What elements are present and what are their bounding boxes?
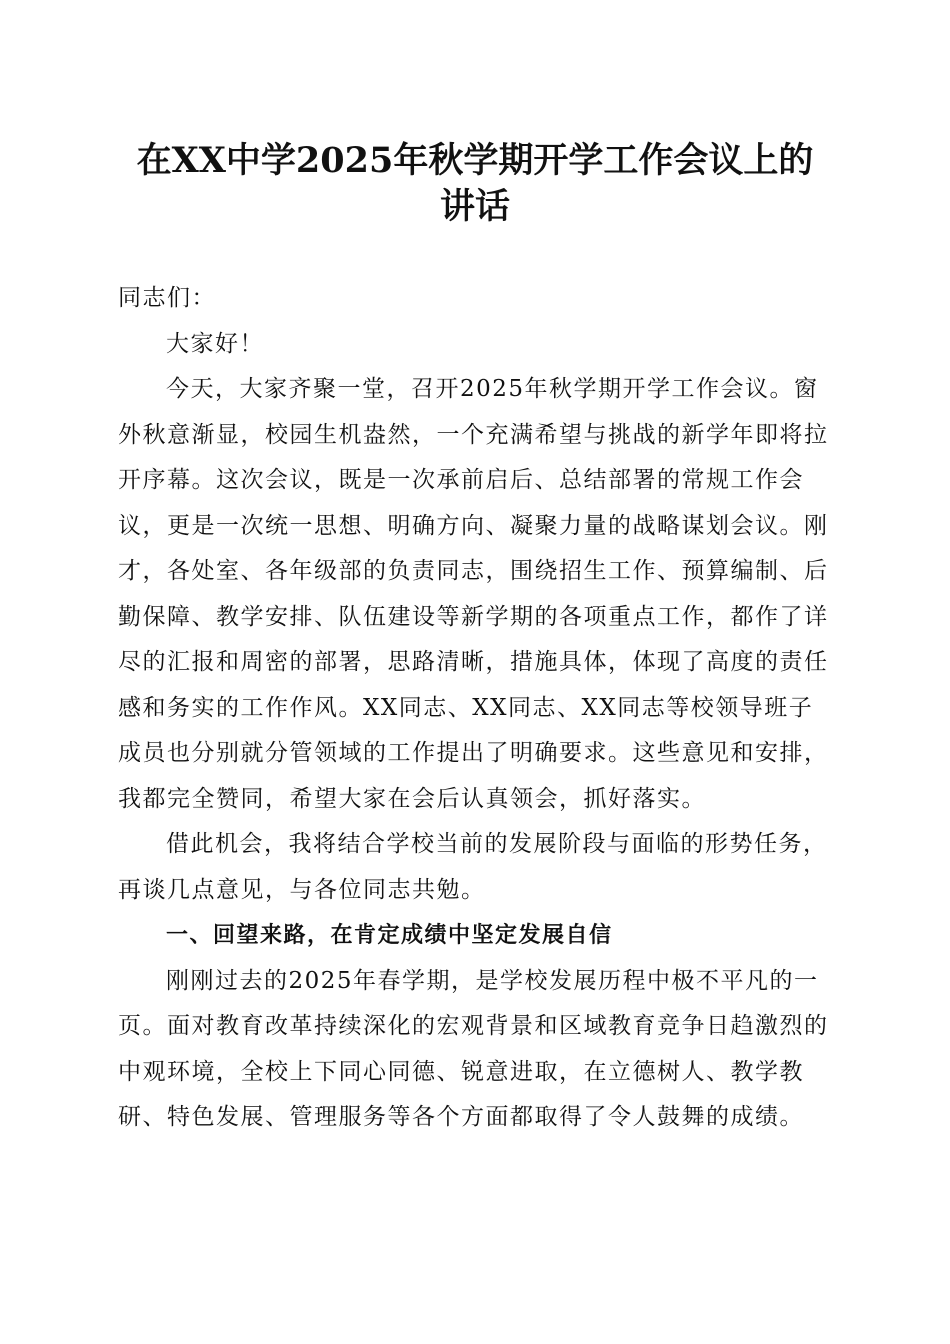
intro-paragraph: 今天，大家齐聚一堂，召开2025年秋学期开学工作会议。窗外秋意渐显，校园生机盎然，一个充满希望与挑战的新学年即将拉开序幕。这次会议，既是一次承前启后、总结部署的常规工作会议，更是一次统一思想、明确方向、凝聚力量的战略谋划会议。刚才，各处室、各年级部的负责同志，围绕招生工作、预算编制、后勤保障、教学安排、队伍建设等新学期的各项重点工作，都作了详尽的汇报和周密的部署，思路清晰，措施具体，体现了高度的责任感和务实的工作作风。XX同志、XX同志、XX同志等校领导班子成员也分别就分管领域的工作提出了明确要求。这些意见和安排，我都完全赞同，希望大家在会后认真领会，抓好落实。	[118, 376, 829, 812]
salutation: 同志们：	[118, 285, 216, 311]
section-heading: 一、回望来路，在肯定成绩中坚定发展自信	[166, 923, 613, 948]
title-line-1: 在XX中学2025年秋学期开学工作会议上的	[136, 140, 814, 181]
transition-paragraph: 借此机会，我将结合学校当前的发展阶段与面临的形势任务，再谈几点意见，与各位同志共勉。	[118, 831, 828, 903]
title-line-2: 讲话	[439, 186, 510, 227]
document-body	[118, 276, 832, 1141]
greeting: 大家好！	[166, 330, 264, 357]
section-paragraph: 刚刚过去的2025年春学期，是学校发展历程中极不平凡的一页。面对教育改革持续深化的宏观背景和区域教育竞争日趋激烈的中观环境，全校上下同心同德、锐意进取，在立德树人、教学教研、特色发展、管理服务等各个方面都取得了令人鼓舞的成绩。	[118, 967, 829, 1130]
document-title	[118, 138, 832, 230]
